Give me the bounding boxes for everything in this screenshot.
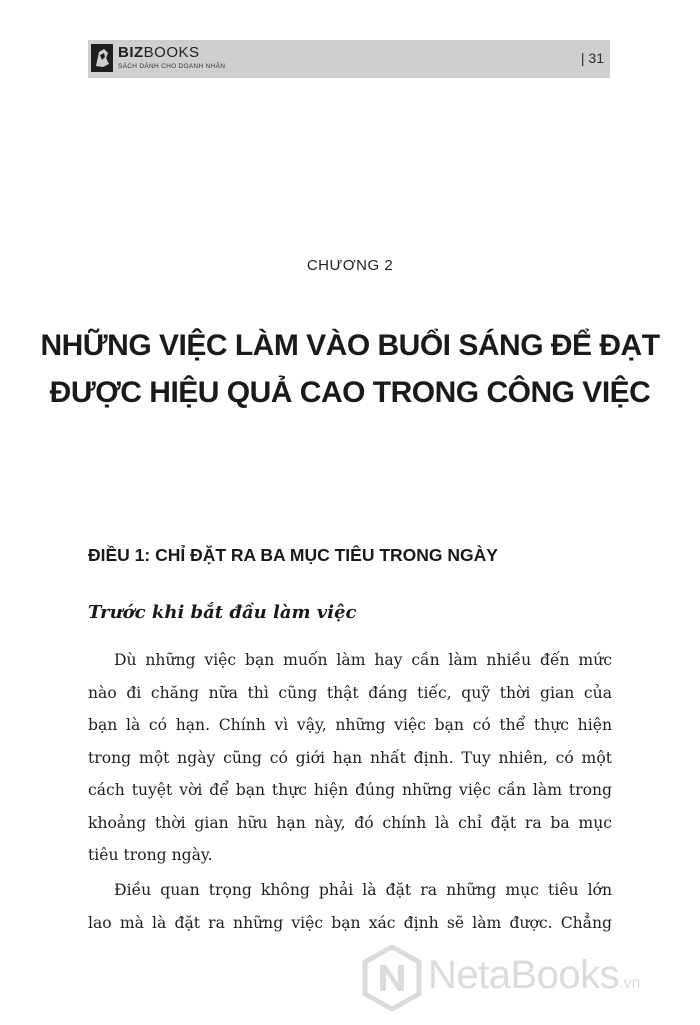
text-line: Điều quan trọng không phải là đặt ra những mục tiêu lớn <box>114 881 612 899</box>
text-line: nào đi chăng nữa thì cũng thật đáng tiếc, quỹ thời gian của <box>88 683 612 702</box>
brand-name <box>118 44 200 61</box>
page-number: | 31 <box>580 50 604 66</box>
text-line: khoảng thời gian hữu hạn này, đó chính là chỉ đặt ra ba mục <box>88 813 612 832</box>
netabooks-logo-icon <box>362 945 422 1011</box>
brand-name-bold: BIZ <box>118 44 144 61</box>
watermark-text <box>428 953 641 998</box>
section-heading: ĐIỀU 1: CHỈ ĐẶT RA BA MỤC TIÊU TRONG NGÀY <box>88 545 498 565</box>
chapter-title-line-1: NHỮNG VIỆC LÀM VÀO BUỔI SÁNG ĐỂ ĐẠT <box>40 329 660 362</box>
text-line: tiêu trong ngày. <box>88 846 213 864</box>
brand-tagline: SÁCH DÀNH CHO DOANH NHÂN <box>118 63 226 70</box>
text-line: Dù những việc bạn muốn làm hay cần làm nhiều đến mức <box>114 651 612 669</box>
body-paragraph-2 <box>88 874 612 939</box>
watermark-suffix: .vn <box>619 975 641 992</box>
chapter-title <box>40 322 660 416</box>
bizbooks-emblem-icon <box>91 44 113 72</box>
brand-name-light: BOOKS <box>143 44 200 61</box>
text-line: bạn là có hạn. Chính vì vậy, những việc bạn có thể thực hiện <box>88 716 612 734</box>
watermark-brand: NetaBooks <box>428 953 620 997</box>
text-line: cách tuyệt vời để bạn thực hiện đúng những việc cần làm trong <box>88 781 612 799</box>
chapter-label: CHƯƠNG 2 <box>306 257 394 274</box>
text-line: lao mà là đặt ra những việc bạn xác định sẽ làm được. Chẳng <box>88 913 612 932</box>
text-line: trong một ngày cũng có giới hạn nhất định. Tuy nhiên, có một <box>88 748 612 767</box>
chapter-title-line-2: ĐƯỢC HIỆU QUẢ CAO TRONG CÔNG VIỆC <box>49 376 651 409</box>
sub-heading: Trước khi bắt đầu làm việc <box>88 602 357 623</box>
body-paragraph-1 <box>88 644 612 872</box>
bizbooks-logo <box>91 44 251 74</box>
netabooks-watermark <box>362 945 692 1011</box>
